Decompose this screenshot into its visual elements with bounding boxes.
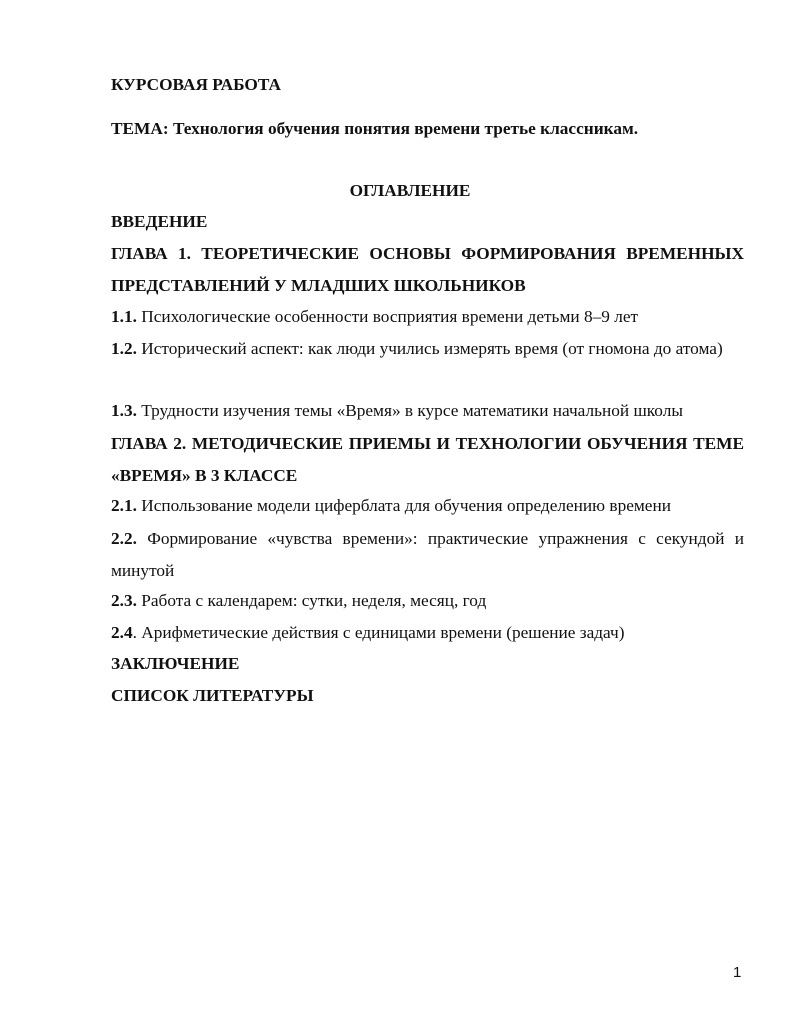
toc-item-intro: ВВЕДЕНИЕ [111, 212, 208, 231]
topic-text: Технология обучения понятия времени третье классникам. [172, 119, 639, 138]
section-number: 1.2. [111, 339, 137, 358]
section-number: 1.1. [111, 307, 137, 326]
section-title: Психологические особенности восприятия времени детьми 8–9 лет [141, 307, 639, 326]
toc-section-1-1 [111, 307, 744, 327]
toc-section-2-1 [111, 496, 744, 516]
toc-section-2-3 [111, 591, 744, 611]
section-title: Использование модели циферблата для обучения определению времени [141, 496, 671, 515]
document-heading: КУРСОВАЯ РАБОТА [111, 75, 281, 94]
section-title: Исторический аспект: как люди учились измерять время (от гномона до атома) [141, 339, 723, 358]
section-title: Трудности изучения темы «Время» в курсе математики начальной школы [141, 401, 683, 420]
toc-item-conclusion: ЗАКЛЮЧЕНИЕ [111, 654, 240, 673]
section-number: 1.3. [111, 401, 137, 420]
toc-chapter-2: ГЛАВА 2. МЕТОДИЧЕСКИЕ ПРИЕМЫ И ТЕХНОЛОГИИ ОБУЧЕНИЯ ТЕМЕ «ВРЕМЯ» В 3 КЛАССЕ [111, 434, 744, 485]
toc-section-2-4 [111, 623, 744, 643]
section-title: . Арифметические действия с единицами времени (решение задач) [132, 623, 625, 642]
section-title: Формирование «чувства времени»: практические упражнения с секундой и минутой [111, 529, 744, 580]
toc-item-references: СПИСОК ЛИТЕРАТУРЫ [111, 686, 314, 705]
section-number: 2.2. [111, 529, 137, 548]
topic-label: ТЕМА: [111, 119, 169, 138]
section-title: Работа с календарем: сутки, неделя, месяц, год [141, 591, 487, 610]
toc-title: ОГЛАВЛЕНИЕ [349, 181, 471, 200]
toc-section-1-3 [111, 401, 744, 421]
toc-section-1-2 [111, 333, 744, 365]
section-number: 2.3. [111, 591, 137, 610]
topic-line [111, 119, 744, 139]
toc-chapter-1: ГЛАВА 1. ТЕОРЕТИЧЕСКИЕ ОСНОВЫ ФОРМИРОВАНИЯ ВРЕМЕННЫХ ПРЕДСТАВЛЕНИЙ У МЛАДШИХ ШКОЛЬНИКОВ [111, 244, 744, 295]
page-number: 1 [733, 964, 742, 981]
section-number: 2.1. [111, 496, 137, 515]
toc-section-2-2 [111, 523, 744, 586]
section-number: 2.4 [111, 623, 133, 642]
